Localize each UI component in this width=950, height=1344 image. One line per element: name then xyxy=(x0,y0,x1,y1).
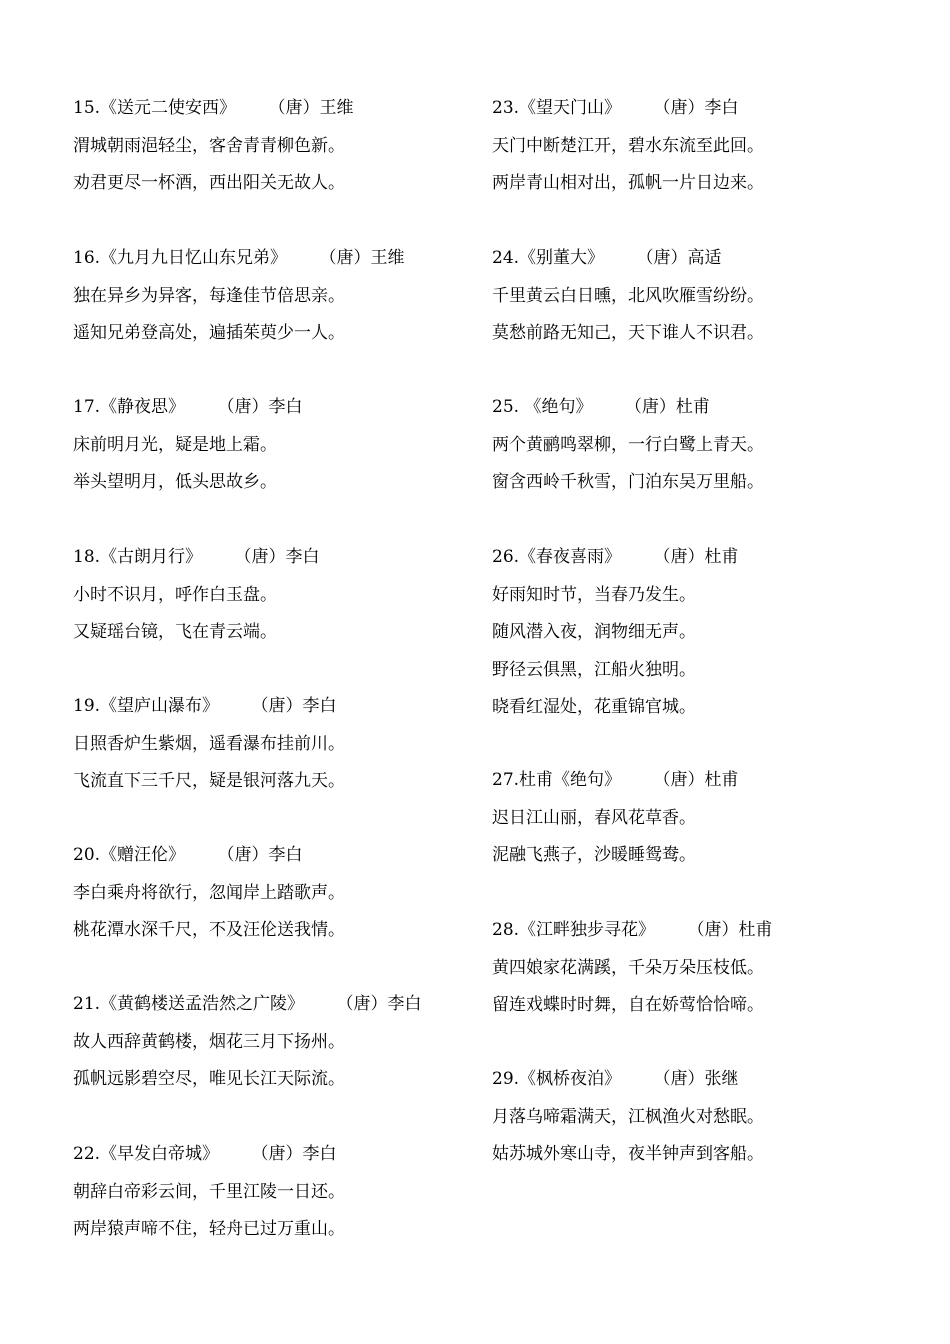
poem-title: 15.《送元二使安西》 xyxy=(73,98,237,118)
poem-title: 22.《早发白帝城》 xyxy=(73,1144,220,1164)
poem-title-line xyxy=(73,90,353,128)
poem-author: 李白 xyxy=(302,696,337,716)
poem-22 xyxy=(73,1136,345,1249)
poem-dynasty: （唐） xyxy=(234,547,286,567)
poem-line: 泥融飞燕子，沙暖睡鸳鸯。 xyxy=(492,845,696,865)
poem-line: 窗含西岭千秋雪，门泊东吴万里船。 xyxy=(492,472,764,492)
poem-author: 李白 xyxy=(704,98,739,118)
poem-title-line xyxy=(492,240,764,278)
poem-20 xyxy=(73,837,345,950)
poem-dynasty: （唐） xyxy=(268,98,320,118)
poem-title: 23.《望天门山》 xyxy=(492,98,622,118)
poem-line: 渭城朝雨浥轻尘，客舍青青柳色新。 xyxy=(73,135,345,156)
poem-dynasty: （唐） xyxy=(217,397,269,417)
poem-line: 两个黄鹂鸣翠柳，一行白鹭上青天。 xyxy=(492,434,764,455)
poem-dynasty: （唐） xyxy=(319,248,371,268)
poem-23 xyxy=(492,90,764,203)
poem-line: 孤帆远影碧空尽，唯见长江天际流。 xyxy=(73,1069,345,1089)
poem-line: 小时不识月，呼作白玉盘。 xyxy=(73,584,277,605)
poem-title-line xyxy=(492,1061,764,1099)
poem-dynasty: （唐） xyxy=(653,1069,705,1089)
poem-16 xyxy=(73,240,404,353)
poem-title-line xyxy=(492,539,738,577)
poem-title-line xyxy=(73,986,421,1024)
poem-18 xyxy=(73,539,319,652)
poem-line: 姑苏城外寒山寺，夜半钟声到客船。 xyxy=(492,1144,764,1164)
poem-line: 好雨知时节，当春乃发生。 xyxy=(492,584,696,605)
poem-author: 杜甫 xyxy=(675,397,710,417)
poem-line: 天门中断楚江开，碧水东流至此回。 xyxy=(492,135,764,156)
poem-dynasty: （唐） xyxy=(653,98,705,118)
poem-title: 19.《望庐山瀑布》 xyxy=(73,696,220,716)
poem-title: 20.《赠汪伦》 xyxy=(73,845,186,865)
poem-title: 21.《黄鹤楼送孟浩然之广陵》 xyxy=(73,994,305,1014)
poem-line: 黄四娘家花满蹊，千朵万朵压枝低。 xyxy=(492,957,764,978)
poem-author: 杜甫 xyxy=(738,920,773,940)
poem-dynasty: （唐） xyxy=(636,248,688,268)
poem-28 xyxy=(492,912,772,1025)
poem-author: 张继 xyxy=(704,1069,739,1089)
poem-author: 杜甫 xyxy=(704,547,739,567)
poem-title: 17.《静夜思》 xyxy=(73,397,186,417)
poem-dynasty: （唐） xyxy=(653,770,705,790)
poem-title: 16.《九月九日忆山东兄弟》 xyxy=(73,248,288,268)
poem-line: 日照香炉生紫烟，遥看瀑布挂前川。 xyxy=(73,733,345,754)
poem-dynasty: （唐） xyxy=(251,1144,303,1164)
poem-title-line xyxy=(492,389,764,427)
poem-author: 李白 xyxy=(285,547,320,567)
poem-title-line xyxy=(73,1136,345,1174)
poem-line: 桃花潭水深千尺，不及汪伦送我情。 xyxy=(73,920,345,940)
poem-line: 迟日江山丽，春风花草香。 xyxy=(492,807,696,828)
poem-title: 25. 《绝句》 xyxy=(492,397,593,417)
poem-title-line xyxy=(73,837,345,875)
poem-line: 留连戏蝶时时舞，自在娇莺恰恰啼。 xyxy=(492,995,764,1015)
poem-line: 野径云俱黑，江船火独明。 xyxy=(492,659,696,680)
poem-line: 遥知兄弟登高处，遍插茱萸少一人。 xyxy=(73,323,345,343)
poem-author: 李白 xyxy=(268,845,303,865)
poem-author: 王维 xyxy=(370,248,405,268)
poem-line: 又疑瑶台镜，飞在青云端。 xyxy=(73,622,277,642)
poem-author: 王维 xyxy=(319,98,354,118)
poem-author: 高适 xyxy=(687,248,722,268)
poem-title: 28.《江畔独步寻花》 xyxy=(492,920,656,940)
poem-dynasty: （唐） xyxy=(336,994,388,1014)
poem-line: 莫愁前路无知己，天下谁人不识君。 xyxy=(492,323,764,343)
poem-author: 李白 xyxy=(387,994,422,1014)
poem-author: 李白 xyxy=(268,397,303,417)
poem-title: 18.《古朗月行》 xyxy=(73,547,203,567)
poem-dynasty: （唐） xyxy=(653,547,705,567)
poem-line: 飞流直下三千尺，疑是银河落九天。 xyxy=(73,771,345,791)
poem-line: 朝辞白帝彩云间，千里江陵一日还。 xyxy=(73,1181,345,1202)
poem-title-line xyxy=(73,389,302,427)
poem-25 xyxy=(492,389,764,502)
poem-title-line xyxy=(492,912,772,950)
poem-title-line xyxy=(492,90,764,128)
poem-line: 举头望明月，低头思故乡。 xyxy=(73,472,277,492)
poem-title: 29.《枫桥夜泊》 xyxy=(492,1069,622,1089)
poem-dynasty: （唐） xyxy=(217,845,269,865)
poem-line: 随风潜入夜，润物细无声。 xyxy=(492,622,696,642)
poem-19 xyxy=(73,688,345,801)
poem-29 xyxy=(492,1061,764,1174)
poem-15 xyxy=(73,90,353,203)
poem-17 xyxy=(73,389,302,502)
poem-26 xyxy=(492,539,738,727)
poem-title-line xyxy=(73,539,319,577)
poem-dynasty: （唐） xyxy=(251,696,303,716)
poem-dynasty: （唐） xyxy=(687,920,739,940)
poem-title: 24.《别董大》 xyxy=(492,248,605,268)
poem-21 xyxy=(73,986,421,1099)
poem-line: 月落乌啼霜满天，江枫渔火对愁眠。 xyxy=(492,1106,764,1127)
poem-title: 26.《春夜喜雨》 xyxy=(492,547,622,567)
poem-line: 独在异乡为异客，每逢佳节倍思亲。 xyxy=(73,285,345,306)
poem-title-line xyxy=(73,688,345,726)
poem-line: 床前明月光，疑是地上霜。 xyxy=(73,434,277,455)
poem-line: 两岸猿声啼不住，轻舟已过万重山。 xyxy=(73,1219,345,1239)
poem-title-line xyxy=(73,240,404,278)
poem-line: 两岸青山相对出，孤帆一片日边来。 xyxy=(492,173,764,193)
poem-author: 李白 xyxy=(302,1144,337,1164)
poem-line: 千里黄云白日曛，北风吹雁雪纷纷。 xyxy=(492,285,764,306)
poem-line: 李白乘舟将欲行，忽闻岸上踏歌声。 xyxy=(73,882,345,903)
poem-line: 故人西辞黄鹤楼，烟花三月下扬州。 xyxy=(73,1031,345,1052)
poem-dynasty: （唐） xyxy=(624,397,676,417)
poem-author: 杜甫 xyxy=(704,770,739,790)
poem-line: 劝君更尽一杯酒，西出阳关无故人。 xyxy=(73,173,345,193)
poem-27 xyxy=(492,762,738,875)
poem-24 xyxy=(492,240,764,353)
poem-title: 27.杜甫《绝句》 xyxy=(492,770,622,790)
poem-title-line xyxy=(492,762,738,800)
poem-line: 晓看红湿处，花重锦官城。 xyxy=(492,697,696,717)
